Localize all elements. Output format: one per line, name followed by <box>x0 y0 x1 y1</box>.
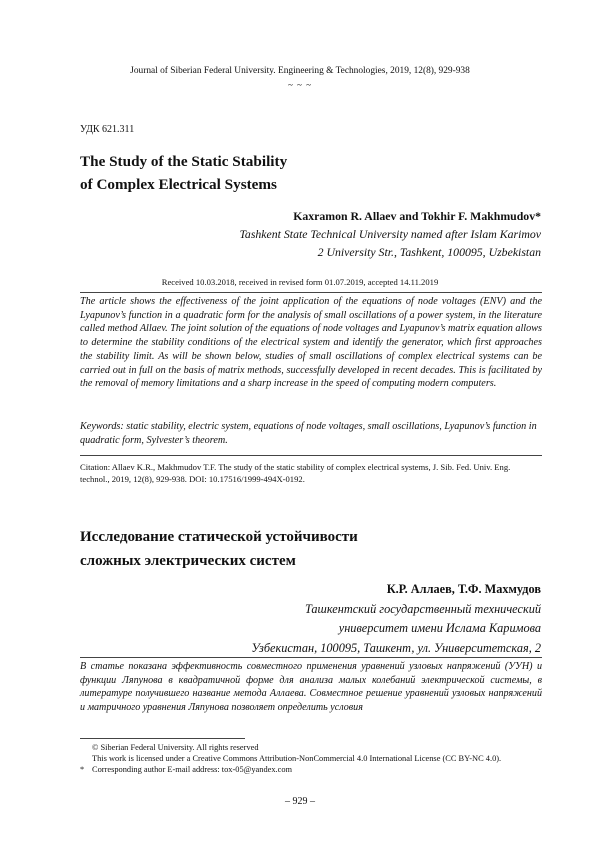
russian-abstract: В статье показана эффективность совместного применения уравнений узловых напряжений (УУН) и функции Ляпунова в квадратичной форме для анализа малых колебаний электрической системы, в литературе получившего название метода Аллаева. Совместное решение уравнений узловых напряжений и матричного уравнения Ляпунова позволяет определить условия <box>80 661 542 713</box>
russian-affiliation-line: университет имени Ислама Каримова <box>338 621 541 635</box>
english-title-line: The Study of the Static Stability <box>80 153 288 170</box>
english-abstract: The article shows the effectiveness of the joint application of the equations of node voltages (ENV) and the Lyapunov’s function in a quadratic form for the analysis of small oscillations of a power system, in the literature called method Allaev. The joint solution of the equations of node voltages and Lyapunov’s matrix equation allows to determine the stability conditions of the electrical system and identify the generator, which first approaches the stability limit. As will be shown below, studies of small oscillations of complex electrical systems can be carried out in full on the basis of matrix methods, successfully developed in recent decades. This is facilitated by the removal of memory limitations and a sharp increase in the speed of computing modern computers. <box>80 296 542 390</box>
abstract-bottom-rule <box>80 455 542 456</box>
page-number: – 929 – <box>285 796 315 807</box>
footnote-rule <box>80 738 245 739</box>
english-title-line: of Complex Electrical Systems <box>80 176 277 193</box>
russian-title-line: Исследование статической устойчивости <box>80 529 358 545</box>
journal-header: Journal of Siberian Federal University. Engineering & Technologies, 2019, 12(8), 929-938 <box>130 66 470 76</box>
russian-affiliation-line: Узбекистан, 100095, Ташкент, ул. Университетская, 2 <box>251 640 541 655</box>
footnote-copyright: © Siberian Federal University. All rights reserved <box>92 743 259 752</box>
russian-affiliation-line: Ташкентский государственный технический <box>305 601 541 616</box>
english-affiliation-line: 2 University Str., Tashkent, 100095, Uzbekistan <box>317 245 541 259</box>
russian-abstract-rule <box>80 657 542 658</box>
footnote-license: This work is licensed under a Creative Commons Attribution-NonCommercial 4.0 International License (CC BY-NC 4.0). <box>92 754 502 763</box>
russian-title-line: сложных электрических систем <box>80 553 296 569</box>
abstract-top-rule <box>80 292 542 293</box>
citation: Citation: Allaev K.R., Makhmudov T.F. The study of the static stability of complex electrical systems, J. Sib. Fed. Univ. Eng. technol., 2019, 12(8), 929-938. DOI: 10.17516/1999-494X-0192. <box>80 462 511 485</box>
russian-title <box>80 525 358 573</box>
russian-authors-block <box>251 580 541 658</box>
english-authors: Kaxramon R. Allaev and Tokhir F. Makhmudov* <box>293 209 541 223</box>
footnote-corresponding-author: * Corresponding author E-mail address: tox-05@yandex.com <box>80 765 293 774</box>
footnotes <box>80 742 560 775</box>
english-keywords: Keywords: static stability, electric system, equations of node voltages, small oscillations, Lyapunov’s function in quadratic form, Sylvester’s theorem. <box>80 421 537 446</box>
english-authors-block <box>239 207 541 261</box>
english-title <box>80 150 287 196</box>
received-dates: Received 10.03.2018, received in revised form 01.07.2019, accepted 14.11.2019 <box>161 277 439 287</box>
english-affiliation-line: Tashkent State Technical University named after Islam Karimov <box>239 227 541 241</box>
russian-authors: К.Р. Аллаев, Т.Ф. Махмудов <box>386 582 541 596</box>
header-ornament: ~ ~ ~ <box>287 80 313 90</box>
udc-code: УДК 621.311 <box>80 124 135 135</box>
